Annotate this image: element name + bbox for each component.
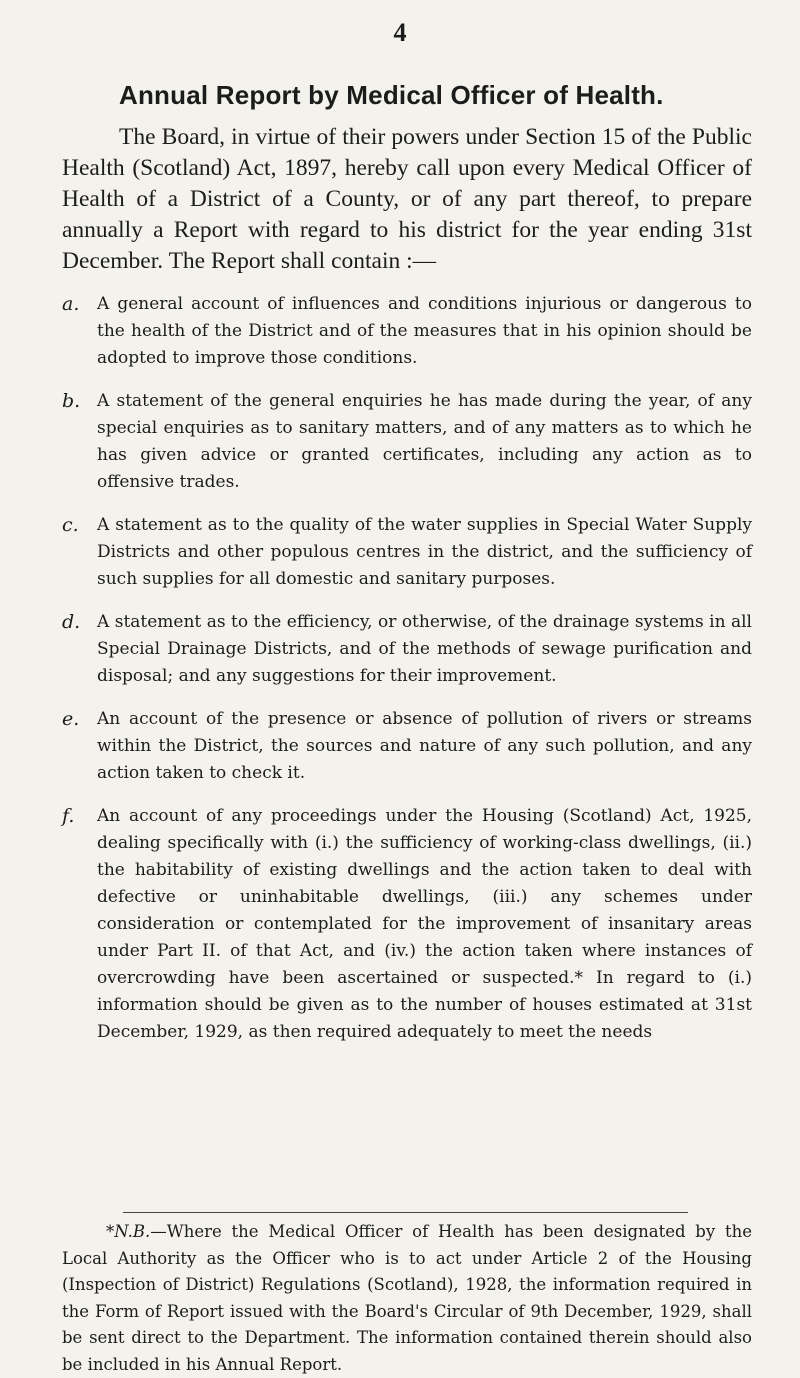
list-item [62, 803, 752, 1046]
report-requirements-list [62, 291, 752, 1062]
report-title: Annual Report by Medical Officer of Health. [119, 80, 664, 110]
footnote [62, 1219, 752, 1378]
item-text: An account of the presence or absence of pollution of rivers or streams within the District, the sources and nature of any such pollution, and any action taken to check it. [97, 709, 752, 783]
item-letter: a. [62, 293, 80, 315]
list-item [62, 388, 752, 496]
item-letter: c. [62, 514, 79, 536]
footnote-marker: *N.B. [106, 1222, 151, 1241]
list-item [62, 609, 752, 690]
item-text: A general account of influences and conditions injurious or dangerous to the health of the District and of the measures that in his opinion should be adopted to improve those conditions. [97, 294, 752, 368]
item-letter: d. [62, 611, 81, 633]
item-text: An account of any proceedings under the Housing (Scotland) Act, 1925, dealing specifically with (i.) the sufficiency of working-class dwellings, (ii.) the habitability of existing dwellings and the action taken to deal with defective or uninhabitable dwellings, (iii.) any schemes under consideration or contemplated for the improvement of insanitary areas under Part II. of that Act, and (iv.) the action taken where instances of overcrowding have been ascertained or suspected.* In regard to (i.) information should be given as to the number of houses estimated at 31st December, 1929, as then required adequately to meet the needs [97, 806, 752, 1042]
item-letter: b. [62, 390, 81, 412]
item-letter: f. [62, 805, 75, 827]
item-text: A statement as to the efficiency, or otherwise, of the drainage systems in all Special Drainage Districts, and of the methods of sewage purification and disposal; and any suggestions for their improvement. [97, 612, 752, 686]
footnote-text: —Where the Medical Officer of Health has been designated by the Local Authority as the Officer who is to act under Article 2 of the Housing (Inspection of District) Regulations (Scotland), 1928, the information required in the Form of Report issued with the Board's Circular of 9th December, 1929, shall be sent direct to the Department. The information contained therein should also be included in his Annual Report. [62, 1222, 752, 1374]
list-item [62, 706, 752, 787]
list-item [62, 512, 752, 593]
item-text: A statement of the general enquiries he has made during the year, of any special enquiries as to sanitary matters, and of any matters as to which he has given advice or granted certificates, including any action as to offensive trades. [97, 391, 752, 492]
item-text: A statement as to the quality of the water supplies in Special Water Supply Districts and other populous centres in the district, and the sufficiency of such supplies for all domestic and sanitary purposes. [97, 515, 752, 589]
footnote-divider [123, 1212, 688, 1213]
intro-paragraph: The Board, in virtue of their powers under Section 15 of the Public Health (Scotland) Act, 1897, hereby call upon every Medical Officer of Health of a District of a County, or of any part thereof, to prepare annually a Report with regard to his district for the year ending 31st December. The Report shall contain :— [62, 124, 752, 274]
item-letter: e. [62, 708, 80, 730]
page-number: 4 [393, 18, 407, 47]
list-item [62, 291, 752, 372]
